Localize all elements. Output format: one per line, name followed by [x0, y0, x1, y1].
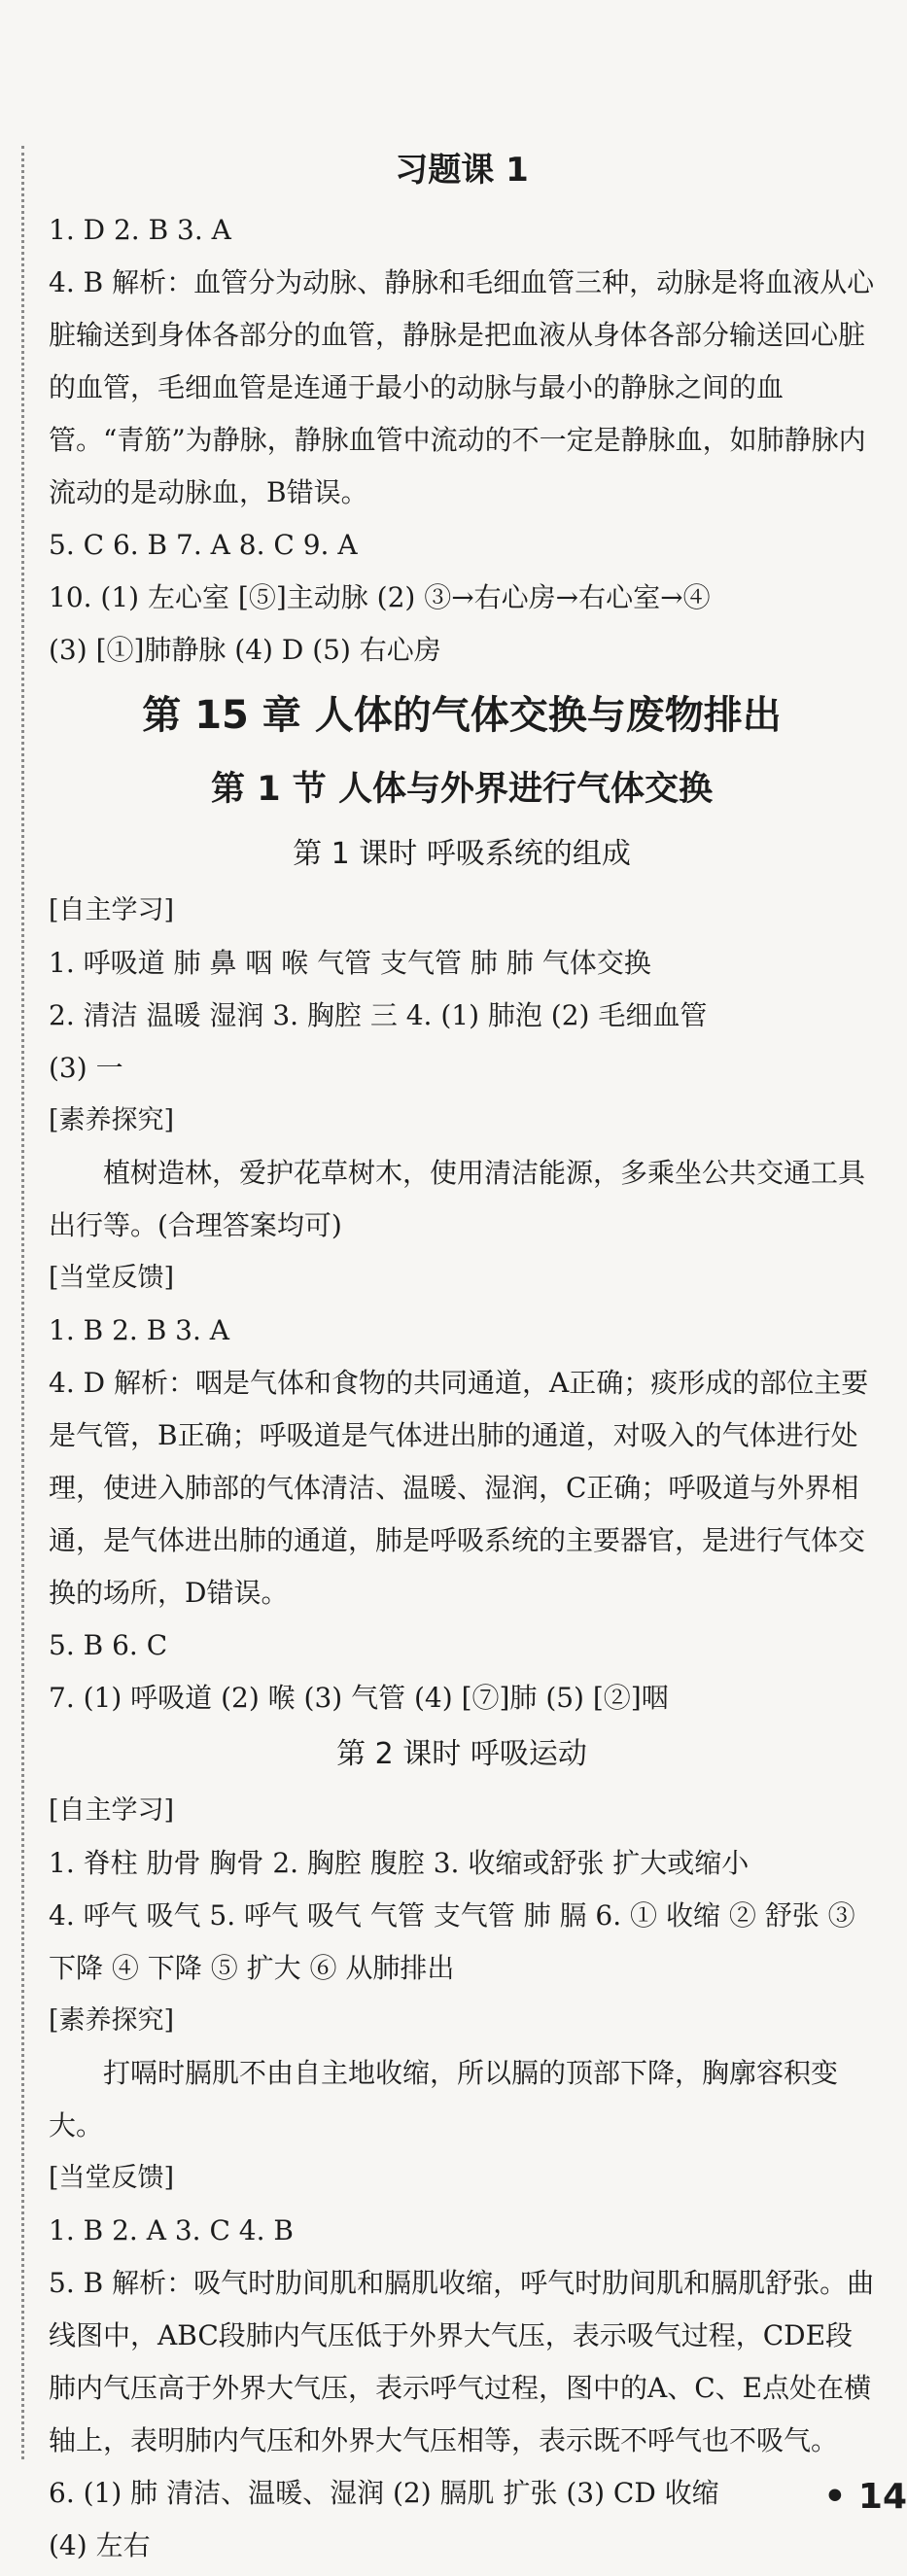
- answer-line: 5. C 6. B 7. A 8. C 9. A: [49, 529, 358, 561]
- answer-paragraph: 5. B 解析：吸气时肋间肌和膈肌收缩，呼气时肋间肌和膈肌舒张。曲线图中，ABC段肺内气压低于外界大气压，表示吸气过程，CDE段肺内气压高于外界大气压，表示呼气过程，图中的A、C、E点处在横轴上，表明肺内气压和外界大气压相等，表示既不呼气也不吸气。: [49, 2267, 875, 2456]
- tag-self-study: [自主学习]: [49, 1795, 175, 1826]
- answer-line: 1. B 2. B 3. A: [49, 1314, 230, 1346]
- tag-feedback: [当堂反馈]: [49, 2163, 175, 2193]
- answer-paragraph: 4. 呼气 吸气 5. 呼气 吸气 气管 支气管 肺 膈 6. ① 收缩 ② 舒张 ③ 下降 ④ 下降 ⑤ 扩大 ⑥ 从肺排出: [49, 1899, 855, 1984]
- answer-line: 6. (1) 肺 清洁、温暖、湿润 (2) 膈肌 扩张 (3) CD 收缩: [49, 2477, 719, 2509]
- answer-line: 7. (1) 呼吸道 (2) 喉 (3) 气管 (4) [⑦]肺 (5) [②]咽: [49, 1682, 669, 1714]
- answer-line: 1. D 2. B 3. A: [49, 214, 231, 246]
- answer-line: 1. B 2. A 3. C 4. B: [49, 2214, 294, 2246]
- lesson-title: 第 1 课时 呼吸系统的组成: [293, 837, 631, 871]
- answer-line: 1. 呼吸道 肺 鼻 咽 喉 气管 支气管 肺 肺 气体交换: [49, 947, 651, 979]
- answer-paragraph: 4. B 解析：血管分为动脉、静脉和毛细血管三种，动脉是将血液从心脏输送到身体各部分的血管，静脉是把血液从身体各部分输送回心脏的血管，毛细血管是连通于最小的动脉与最小的静脉之间的血管。“青筋”为静脉，静脉血管中流动的不一定是静脉血，如肺静脉内流动的是动脉血，B错误。: [49, 266, 875, 508]
- answer-content: [49, 136, 875, 2572]
- tag-feedback: [当堂反馈]: [49, 1263, 175, 1293]
- answer-paragraph: 4. D 解析：咽是气体和食物的共同通道，A正确；痰形成的部位主要是气管，B正确；呼吸道是气体进出肺的通道，对吸入的气体进行处理，使进入肺部的气体清洁、温暖、湿润，C正确；呼吸道与外界相通，是气体进出肺的通道，肺是呼吸系统的主要器官，是进行气体交换的场所，D错误。: [49, 1367, 869, 1609]
- answer-line: (3) 一: [49, 1052, 123, 1084]
- section-title: 第 1 节 人体与外界进行气体交换: [211, 770, 713, 809]
- explore-text: 植树造林，爱护花草树木，使用清洁能源，多乘坐公共交通工具出行等。(合理答案均可): [49, 1157, 866, 1241]
- answer-line: (4) 左右: [49, 2529, 151, 2561]
- chapter-title: 第 15 章 人体的气体交换与废物排出: [142, 693, 782, 738]
- answer-line: 1. 脊柱 肋骨 胸骨 2. 胸腔 腹腔 3. 收缩或舒张 扩大或缩小: [49, 1847, 750, 1879]
- answer-line: 5. B 6. C: [49, 1629, 168, 1661]
- answer-line: 2. 清洁 温暖 湿润 3. 胸腔 三 4. (1) 肺泡 (2) 毛细血管: [49, 999, 708, 1031]
- page-number: • 14: [823, 2477, 907, 2517]
- exercise-title: 习题课 1: [395, 151, 529, 190]
- answer-line: (3) [①]肺静脉 (4) D (5) 右心房: [49, 634, 441, 666]
- lesson-title: 第 2 课时 呼吸运动: [336, 1737, 587, 1771]
- answer-line: 10. (1) 左心室 [⑤]主动脉 (2) ③→右心房→右心室→④: [49, 581, 711, 613]
- tag-explore: [素养探究]: [49, 1105, 175, 1135]
- tag-self-study: [自主学习]: [49, 895, 175, 925]
- tag-explore: [素养探究]: [49, 2005, 175, 2036]
- explore-text: 打嗝时膈肌不由自主地收缩，所以膈的顶部下降，胸廓容积变大。: [49, 2057, 839, 2141]
- margin-dotted-line: [21, 146, 24, 2459]
